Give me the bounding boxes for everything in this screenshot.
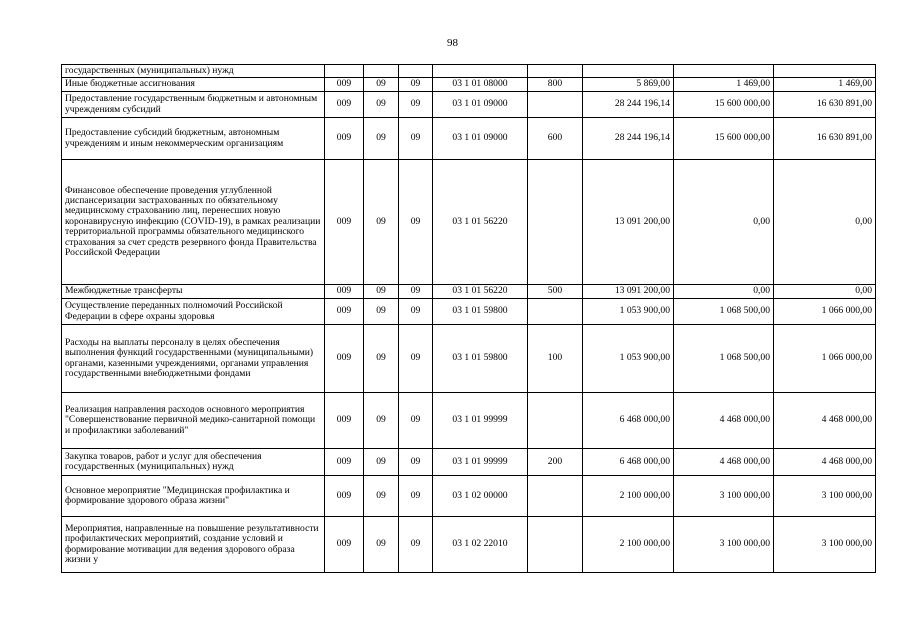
row-ministry: 009 <box>325 393 364 449</box>
row-subsection: 09 <box>399 393 433 449</box>
row-sum-3 <box>774 65 876 78</box>
table-row <box>62 78 876 92</box>
row-sum-3: 4 468 000,00 <box>774 393 876 449</box>
row-sum-1: 5 869,00 <box>583 78 674 92</box>
row-sum-2: 3 100 000,00 <box>674 476 774 517</box>
row-target-code <box>433 65 528 78</box>
table-row <box>62 160 876 285</box>
row-subsection: 09 <box>399 449 433 476</box>
row-name: Расходы на выплаты персоналу в целях обеспечения выполнения функций государственными (муниципальными) органами, казенными учреждениями, органами управления государственными внебюджетными фондами <box>62 325 325 393</box>
row-target-code: 03 1 01 56220 <box>433 285 528 299</box>
row-subsection <box>399 65 433 78</box>
row-section: 09 <box>364 299 399 325</box>
row-sum-3: 1 469,00 <box>774 78 876 92</box>
row-section: 09 <box>364 118 399 160</box>
row-expense-type: 600 <box>528 118 583 160</box>
row-sum-3: 16 630 891,00 <box>774 92 876 118</box>
row-expense-type <box>528 92 583 118</box>
table-row <box>62 92 876 118</box>
row-target-code: 03 1 01 08000 <box>433 78 528 92</box>
row-subsection: 09 <box>399 299 433 325</box>
row-ministry: 009 <box>325 160 364 285</box>
row-expense-type <box>528 517 583 573</box>
row-sum-1: 13 091 200,00 <box>583 160 674 285</box>
row-sum-2: 1 068 500,00 <box>674 299 774 325</box>
row-subsection: 09 <box>399 118 433 160</box>
table-row <box>62 325 876 393</box>
row-sum-2: 4 468 000,00 <box>674 449 774 476</box>
row-subsection: 09 <box>399 325 433 393</box>
row-name: Осуществление переданных полномочий Российской Федерации в сфере охраны здоровья <box>62 299 325 325</box>
row-subsection: 09 <box>399 476 433 517</box>
row-section: 09 <box>364 393 399 449</box>
table-row <box>62 476 876 517</box>
row-section: 09 <box>364 160 399 285</box>
row-name: Реализация направления расходов основного мероприятия "Совершенствование первичной медико-санитарной помощи и профилактики заболеваний" <box>62 393 325 449</box>
row-section: 09 <box>364 517 399 573</box>
table-row <box>62 65 876 78</box>
table-row <box>62 299 876 325</box>
row-ministry <box>325 65 364 78</box>
row-ministry: 009 <box>325 449 364 476</box>
row-sum-1 <box>583 65 674 78</box>
row-sum-3: 3 100 000,00 <box>774 517 876 573</box>
table-row <box>62 393 876 449</box>
row-expense-type: 500 <box>528 285 583 299</box>
row-section <box>364 65 399 78</box>
row-ministry: 009 <box>325 299 364 325</box>
row-expense-type: 800 <box>528 78 583 92</box>
row-sum-2: 1 068 500,00 <box>674 325 774 393</box>
row-sum-3: 0,00 <box>774 285 876 299</box>
row-ministry: 009 <box>325 78 364 92</box>
row-target-code: 03 1 01 99999 <box>433 449 528 476</box>
row-section: 09 <box>364 285 399 299</box>
row-target-code: 03 1 02 00000 <box>433 476 528 517</box>
row-sum-1: 6 468 000,00 <box>583 449 674 476</box>
row-sum-1: 28 244 196,14 <box>583 118 674 160</box>
table-row <box>62 517 876 573</box>
row-name: Предоставление государственным бюджетным и автономным учреждениям субсидий <box>62 92 325 118</box>
row-name: Закупка товаров, работ и услуг для обеспечения государственных (муниципальных) нужд <box>62 449 325 476</box>
table-row <box>62 449 876 476</box>
budget-table <box>61 64 876 573</box>
row-target-code: 03 1 01 09000 <box>433 92 528 118</box>
row-ministry: 009 <box>325 325 364 393</box>
row-target-code: 03 1 02 22010 <box>433 517 528 573</box>
row-ministry: 009 <box>325 517 364 573</box>
row-sum-3: 3 100 000,00 <box>774 476 876 517</box>
row-sum-2: 15 600 000,00 <box>674 118 774 160</box>
row-name: Иные бюджетные ассигнования <box>62 78 325 92</box>
row-ministry: 009 <box>325 285 364 299</box>
row-section: 09 <box>364 92 399 118</box>
row-sum-1: 1 053 900,00 <box>583 299 674 325</box>
table-body <box>62 65 876 573</box>
row-sum-2: 0,00 <box>674 160 774 285</box>
row-sum-2: 15 600 000,00 <box>674 92 774 118</box>
row-subsection: 09 <box>399 160 433 285</box>
row-expense-type <box>528 476 583 517</box>
row-sum-2: 4 468 000,00 <box>674 393 774 449</box>
row-sum-2 <box>674 65 774 78</box>
row-sum-2: 0,00 <box>674 285 774 299</box>
row-sum-1: 13 091 200,00 <box>583 285 674 299</box>
row-sum-1: 6 468 000,00 <box>583 393 674 449</box>
row-target-code: 03 1 01 59800 <box>433 325 528 393</box>
row-section: 09 <box>364 78 399 92</box>
row-expense-type <box>528 393 583 449</box>
row-expense-type: 200 <box>528 449 583 476</box>
row-name: государственных (муниципальных) нужд <box>62 65 325 78</box>
row-section: 09 <box>364 325 399 393</box>
row-subsection: 09 <box>399 78 433 92</box>
row-ministry: 009 <box>325 476 364 517</box>
page-number: 98 <box>447 37 458 49</box>
row-sum-2: 1 469,00 <box>674 78 774 92</box>
row-sum-2: 3 100 000,00 <box>674 517 774 573</box>
row-target-code: 03 1 01 59800 <box>433 299 528 325</box>
row-subsection: 09 <box>399 517 433 573</box>
row-sum-1: 2 100 000,00 <box>583 517 674 573</box>
row-sum-3: 1 066 000,00 <box>774 325 876 393</box>
row-name: Финансовое обеспечение проведения углубленной диспансеризации застрахованных по обязательному медицинскому страхованию лиц, перенесших новую коронавирусную инфекцию (COVID-19), в рамках реализации территориальной программы обязательного медицинского страхования за счет средств резервного фонда Правительства Российской Федерации <box>62 160 325 285</box>
row-sum-1: 1 053 900,00 <box>583 325 674 393</box>
row-target-code: 03 1 01 56220 <box>433 160 528 285</box>
row-sum-3: 4 468 000,00 <box>774 449 876 476</box>
row-target-code: 03 1 01 99999 <box>433 393 528 449</box>
row-expense-type: 100 <box>528 325 583 393</box>
row-sum-3: 16 630 891,00 <box>774 118 876 160</box>
row-name: Межбюджетные трансферты <box>62 285 325 299</box>
row-expense-type <box>528 160 583 285</box>
row-ministry: 009 <box>325 118 364 160</box>
row-target-code: 03 1 01 09000 <box>433 118 528 160</box>
table-row <box>62 285 876 299</box>
row-subsection: 09 <box>399 92 433 118</box>
row-name: Основное мероприятие "Медицинская профилактика и формирование здорового образа жизни" <box>62 476 325 517</box>
row-sum-3: 0,00 <box>774 160 876 285</box>
table-row <box>62 118 876 160</box>
row-expense-type <box>528 65 583 78</box>
row-subsection: 09 <box>399 285 433 299</box>
row-sum-3: 1 066 000,00 <box>774 299 876 325</box>
row-expense-type <box>528 299 583 325</box>
row-section: 09 <box>364 476 399 517</box>
row-section: 09 <box>364 449 399 476</box>
row-ministry: 009 <box>325 92 364 118</box>
row-name: Мероприятия, направленные на повышение результативности профилактических мероприятий, создание условий и формирование мотивации для ведения здорового образа жизни у <box>62 517 325 573</box>
row-sum-1: 28 244 196,14 <box>583 92 674 118</box>
row-sum-1: 2 100 000,00 <box>583 476 674 517</box>
row-name: Предоставление субсидий бюджетным, автономным учреждениям и иным некоммерческим организациям <box>62 118 325 160</box>
